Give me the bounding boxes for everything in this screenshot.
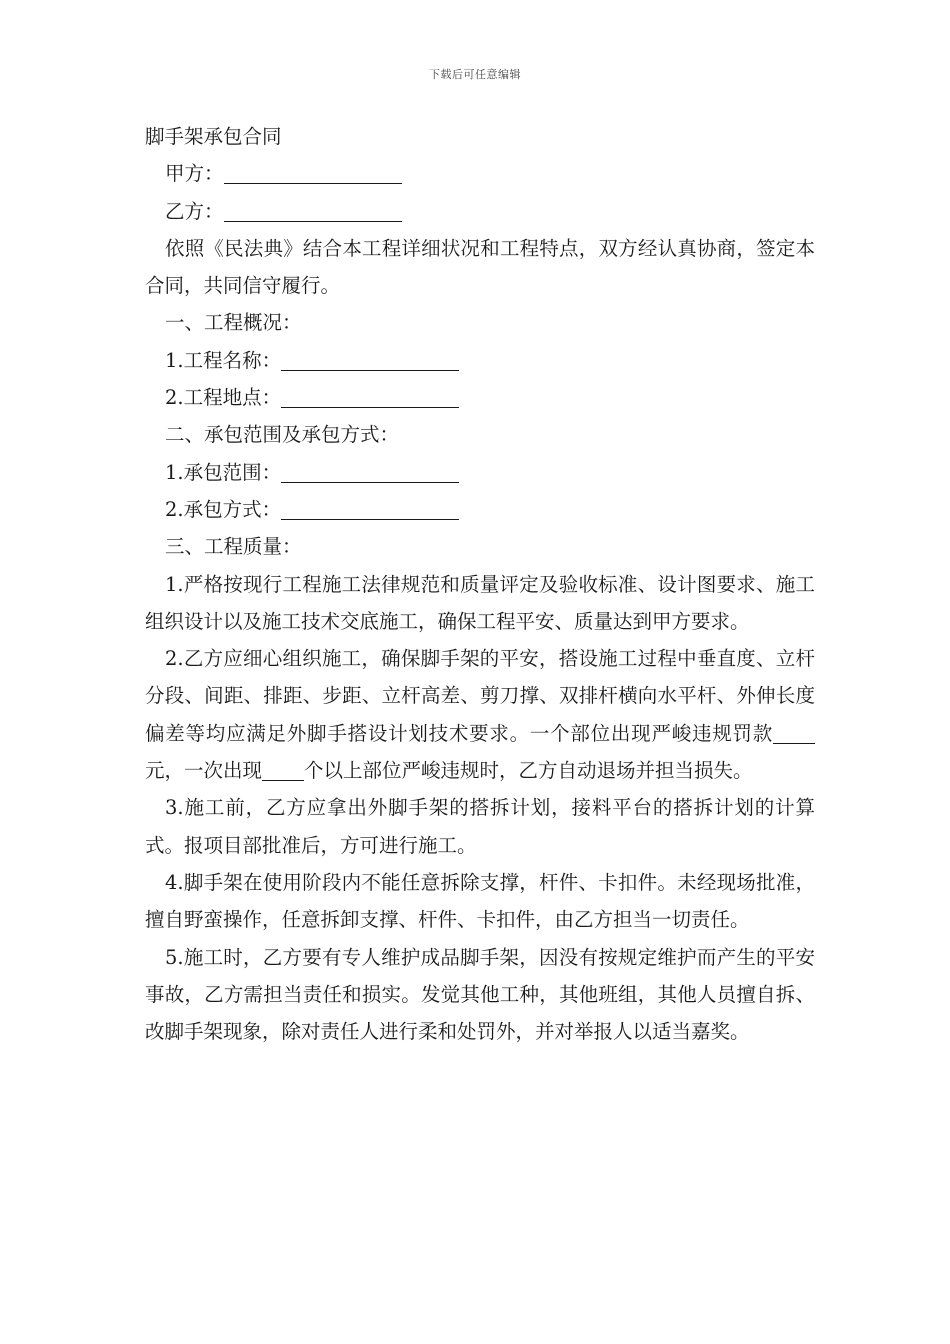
quality-clause-5: 5.施工时，乙方要有专人维护成品脚手架，因没有按规定维护而产生的平安事故，乙方需担当责任和损实。发觉其他工种，其他班组，其他人员擅自拆、改脚手架现象，除对责任人进行柔和处罚外，并对举报人以适当嘉奖。: [145, 945, 815, 1044]
quality-clause-2: [145, 640, 815, 789]
page-header-note: 下载后可任意编辑: [429, 68, 521, 81]
project-location-line: [145, 379, 815, 416]
quality-clause-2-part-b: 元，一次出现: [145, 759, 263, 783]
party-b-label: 乙方：: [165, 199, 224, 223]
section-2-heading: 二、承包范围及承包方式：: [165, 423, 400, 447]
quality-clause-2-part-c: 个以上部位严峻违规时，乙方自动退场并担当损失。: [304, 759, 753, 783]
party-b-line: [145, 193, 815, 230]
party-a-line: [145, 155, 815, 192]
project-location-label: 2.工程地点：: [165, 386, 282, 410]
scope-label: 1.承包范围：: [165, 460, 282, 484]
party-a-label: 甲方：: [165, 162, 224, 186]
project-name-line: [145, 342, 815, 379]
intro-paragraph: 依照《民法典》结合本工程详细状况和工程特点，双方经认真协商，签定本合同，共同信守履行。: [145, 236, 815, 298]
method-label: 2.承包方式：: [165, 497, 282, 521]
party-b-blank: [224, 199, 402, 222]
violation-count-blank: [262, 758, 304, 781]
quality-clause-1: 1.严格按现行工程施工法律规范和质量评定及验收标准、设计图要求、施工组织设计以及施工技术交底施工，确保工程平安、质量达到甲方要求。: [145, 572, 815, 633]
project-name-blank: [281, 348, 459, 371]
document-title: 脚手架承包合同: [145, 125, 282, 148]
section-3-heading: 三、工程质量：: [165, 535, 302, 559]
quality-clause-4: 4.脚手架在使用阶段内不能任意拆除支撑，杆件、卡扣件。未经现场批准，擅自野蛮操作，任意拆卸支撑、杆件、卡扣件，由乙方担当一切责任。: [145, 870, 815, 932]
section-1-heading: 一、工程概况：: [165, 311, 302, 335]
scope-blank: [281, 460, 459, 483]
scope-line: [145, 454, 815, 491]
quality-clause-2-part-a: 2.乙方应细心组织施工，确保脚手架的平安，搭设施工过程中垂直度、立杆分段、间距、排距、步距、立杆高差、剪刀撑、双排杆横向水平杆、外伸长度偏差等均应满足外脚手搭设计划技术要求。一个部位出现严峻违规罚款: [145, 647, 815, 745]
project-location-blank: [281, 385, 459, 408]
party-a-blank: [224, 161, 402, 184]
quality-clause-3: 3.施工前，乙方应拿出外脚手架的搭拆计划，接料平台的搭拆计划的计算式。报项目部批准后，方可进行施工。: [145, 796, 815, 857]
method-blank: [281, 497, 459, 520]
contract-body: [145, 118, 815, 1050]
project-name-label: 1.工程名称：: [165, 348, 282, 372]
fine-amount-blank: [773, 721, 815, 744]
method-line: [145, 491, 815, 528]
